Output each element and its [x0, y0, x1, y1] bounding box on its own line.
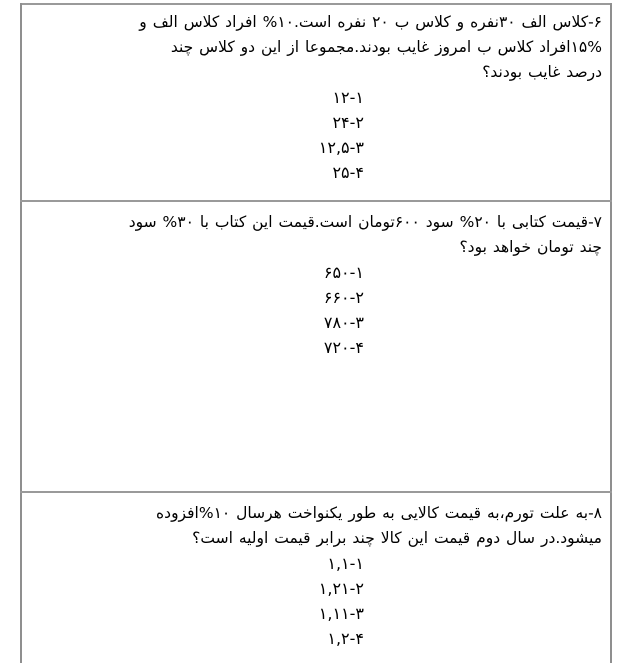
option-label: ۱۲-۱: [332, 88, 364, 107]
option-item[interactable]: [22, 335, 610, 360]
row-divider-1: [20, 200, 612, 202]
option-item[interactable]: [22, 135, 610, 160]
option-label: ۶۶۰-۲: [323, 288, 364, 307]
question-stem-line: درصد غایب بودند؟: [482, 63, 602, 81]
options-list-7: [22, 260, 610, 360]
question-block-7: [22, 206, 610, 360]
table-right-border: [610, 3, 612, 663]
row-divider-2: [20, 491, 612, 493]
option-item[interactable]: [22, 601, 610, 626]
question-stem-line: ۱۵%افراد کلاس ب امروز غایب بودند.مجموعا از این دو کلاس چند: [170, 38, 602, 56]
option-item[interactable]: [22, 285, 610, 310]
option-label: ۱,۲-۴: [327, 629, 364, 648]
question-stem-line: میشود.در سال دوم قیمت این کالا چند برابر قیمت اولیه است؟: [192, 529, 602, 547]
question-block-8: [22, 497, 610, 651]
question-stem-line: ۷-قیمت کتابی با ۲۰% سود ۶۰۰تومان است.قیمت این کتاب با ۳۰% سود: [128, 213, 602, 231]
question-stem-line: چند تومان خواهد بود؟: [459, 238, 602, 256]
question-block-6: [22, 6, 610, 185]
option-label: ۱,۱۱-۳: [318, 604, 364, 623]
question-stem-7: [22, 206, 610, 260]
question-stem-8: [22, 497, 610, 551]
option-item[interactable]: [22, 310, 610, 335]
options-list-6: [22, 85, 610, 185]
option-label: ۶۵۰-۱: [323, 263, 364, 282]
option-item[interactable]: [22, 576, 610, 601]
question-stem-line: ۸-به علت تورم،به قیمت کالایی به طور یکنواخت هرسال ۱۰%افزوده: [156, 504, 602, 522]
option-label: ۱۲,۵-۳: [318, 138, 364, 157]
option-item[interactable]: [22, 260, 610, 285]
option-label: ۷۸۰-۳: [323, 313, 364, 332]
option-label: ۲۴-۲: [332, 113, 364, 132]
option-item[interactable]: [22, 551, 610, 576]
question-stem-6: [22, 6, 610, 85]
option-item[interactable]: [22, 160, 610, 185]
option-item[interactable]: [22, 110, 610, 135]
option-label: ۱,۲۱-۲: [318, 579, 364, 598]
options-list-8: [22, 551, 610, 651]
option-label: ۷۲۰-۴: [323, 338, 364, 357]
option-item[interactable]: [22, 626, 610, 651]
option-item[interactable]: [22, 85, 610, 110]
question-stem-line: ۶-کلاس الف ۳۰نفره و کلاس ب ۲۰ نفره است.۱۰% افراد کلاس الف و: [139, 13, 602, 31]
option-label: ۲۵-۴: [332, 163, 364, 182]
table-top-border: [20, 3, 612, 5]
option-label: ۱,۱-۱: [327, 554, 364, 573]
